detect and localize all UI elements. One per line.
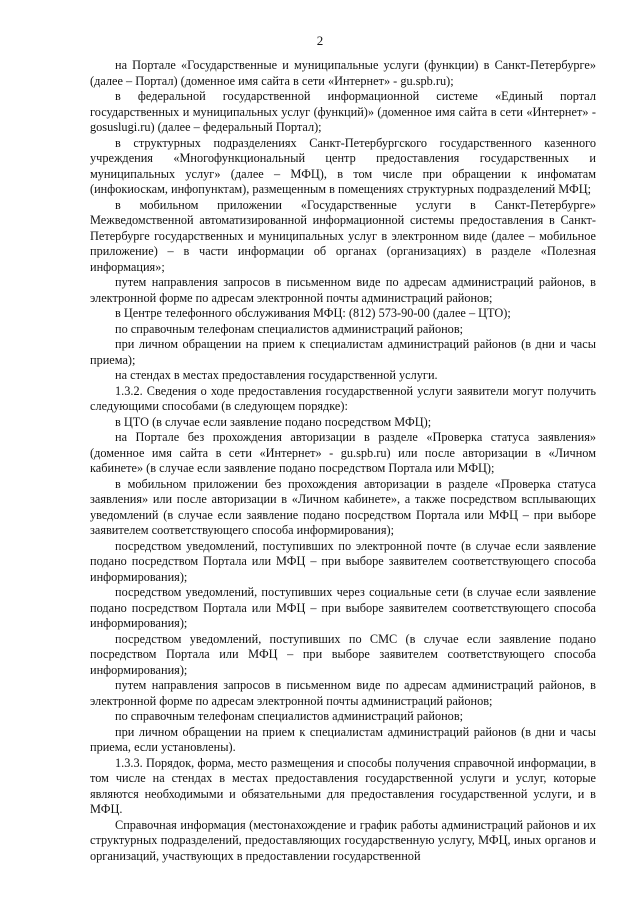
- paragraph: в федеральной государственной информационной системе «Единый портал государственных и муниципальных услуг (функций)» (доменное имя сайта в сети «Интернет» - gosuslugi.ru) (далее – федеральный Портал);: [90, 89, 596, 134]
- paragraph: на стендах в местах предоставления государственной услуги.: [115, 368, 438, 382]
- paragraph: Справочная информация (местонахождение и график работы администраций районов и их структурных подразделений, предоставляющих государственную услугу, МФЦ, иных органов и организаций, участвующих в предоставлении государственной: [90, 817, 596, 863]
- paragraph: по справочным телефонам специалистов администраций районов;: [115, 709, 464, 723]
- page-number: 2: [316, 33, 324, 48]
- paragraph: 1.3.3. Порядок, форма, место размещения и способы получения справочной информации, в том числе на стендах в местах предоставления государственной услуги и услуг, которые являются необходимыми и обязательными для предоставления государственной услуги, и в МФЦ.: [90, 755, 596, 816]
- paragraph: при личном обращении на прием к специалистам администраций районов (в дни и часы приема, если установлены).: [90, 724, 596, 754]
- paragraph: при личном обращении на прием к специалистам администраций районов (в дни и часы приема);: [90, 337, 596, 367]
- paragraph: путем направления запросов в письменном виде по адресам администраций районов, в электронной форме по адресам электронной почты администраций районов;: [90, 275, 596, 305]
- paragraph: в ЦТО (в случае если заявление подано посредством МФЦ);: [115, 414, 432, 429]
- paragraph: посредством уведомлений, поступивших через социальные сети (в случае если заявление подано посредством Портала или МФЦ – при выборе заявителем соответствующего способа информирования);: [90, 585, 596, 630]
- paragraph: в мобильном приложении «Государственные услуги в Санкт-Петербурге» Межведомственной автоматизированной информационной системы предоставления в Санкт-Петербурге государственных и муниципальных услуг в электронном виде (далее – мобильное приложение) – в части информации об органах (организациях) в разделе «Полезная информация»;: [90, 197, 596, 274]
- paragraph: в мобильном приложении без прохождения авторизации в разделе «Проверка статуса заявления» или после авторизации в «Личном кабинете», а также посредством всплывающих уведомлений (в случае если заявление подано посредством Портала или МФЦ – при выборе заявителем соответствующего способа информирования);: [90, 476, 596, 537]
- paragraph: по справочным телефонам специалистов администраций районов;: [115, 321, 464, 336]
- paragraph: посредством уведомлений, поступивших по электронной почте (в случае если заявление подано посредством Портала или МФЦ – при выборе заявителем соответствующего способа информирования);: [90, 538, 596, 584]
- paragraph: на Портале «Государственные и муниципальные услуги (функции) в Санкт-Петербурге» (далее – Портал) (доменное имя сайта в сети «Интернет» - gu.spb.ru);: [90, 58, 596, 88]
- document-body: [90, 58, 596, 864]
- paragraph: посредством уведомлений, поступивших по СМС (в случае если заявление подано посредством Портала или МФЦ – при выборе заявителем соответствующего способа информирования);: [90, 631, 596, 677]
- paragraph: в структурных подразделениях Санкт-Петербургского государственного казенного учреждения «Многофункциональный центр предоставления государственных и муниципальных услуг» (далее – МФЦ), в том числе при обращении к инфоматам (инфокиоскам, инфопунктам), размещенным в помещениях структурных подразделений МФЦ;: [90, 135, 596, 196]
- paragraph: 1.3.2. Сведения о ходе предоставления государственной услуги заявители могут получить следующими способами (в следующем порядке):: [90, 383, 596, 413]
- paragraph: путем направления запросов в письменном виде по адресам администраций районов, в электронной форме по адресам электронной почты администраций районов;: [90, 678, 596, 708]
- paragraph: на Портале без прохождения авторизации в разделе «Проверка статуса заявления» (доменное имя сайта в сети «Интернет» - gu.spb.ru) или после авторизации в «Личном кабинете» (в случае если заявление подано посредством Портала или МФЦ);: [90, 430, 596, 475]
- paragraph: в Центре телефонного обслуживания МФЦ: (812) 573-90-00 (далее – ЦТО);: [115, 306, 511, 320]
